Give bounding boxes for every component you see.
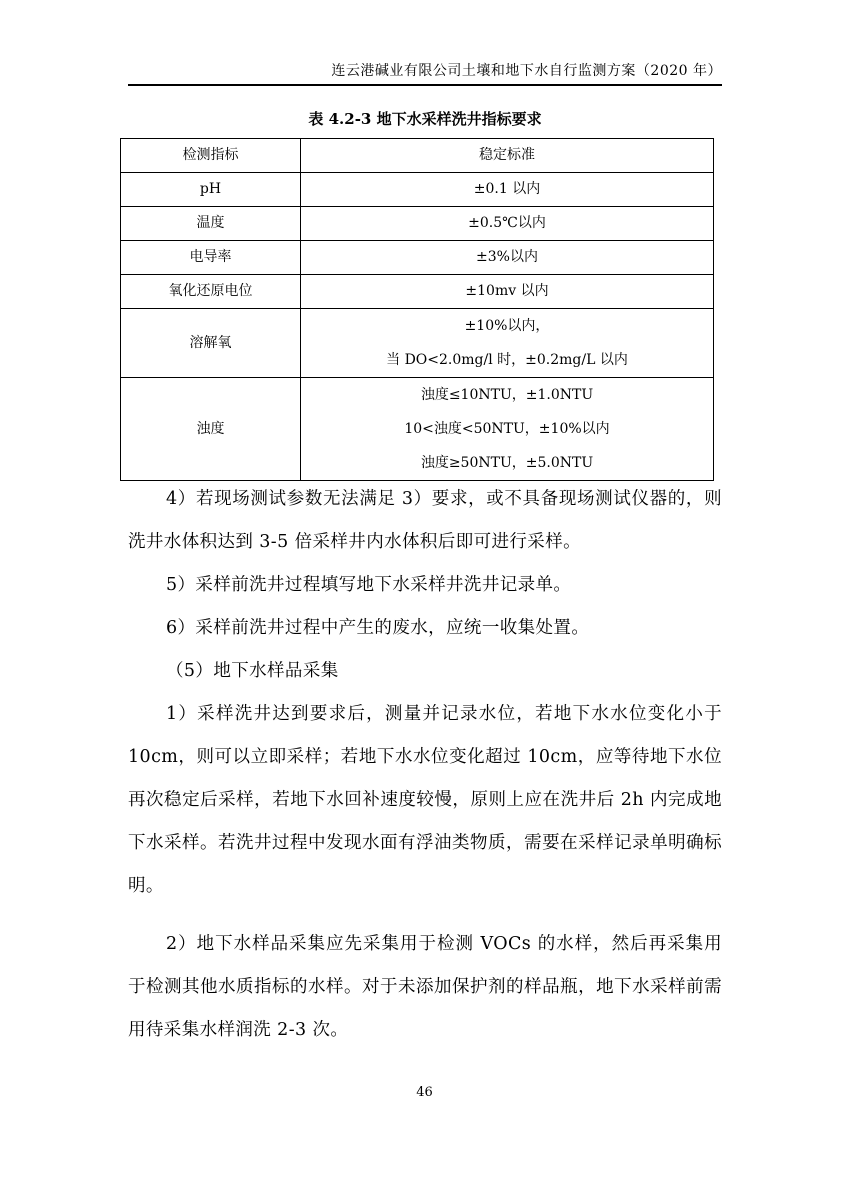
indicator-cell: 温度 <box>121 207 301 241</box>
indicator-cell: 电导率 <box>121 241 301 275</box>
page-number: 46 <box>416 1085 433 1100</box>
table-row <box>121 378 714 481</box>
header-rule <box>128 84 722 86</box>
indicator-cell: pH <box>121 173 301 207</box>
standard-cell: ±10%以内， 当 DO<2.0mg/l 时，±0.2mg/L 以内 <box>301 309 714 378</box>
indicator-cell: 浊度 <box>121 378 301 481</box>
standard-cell: ±0.5℃以内 <box>301 207 714 241</box>
table-header-row <box>121 139 714 173</box>
column-header-standard: 稳定标准 <box>301 139 714 173</box>
table-row <box>121 173 714 207</box>
body-paragraph: 6）采样前洗井过程中产生的废水，应统一收集处置。 <box>166 618 590 638</box>
body-paragraph: 1）采样洗井达到要求后，测量并记录水位，若地下水水位变化小于 10cm，则可以立即采样；若地下水水位变化超过 10cm，应等待地下水位再次稳定后采样，若地下水回补速度较慢，原则上应在洗井后 2h 内完成地下水采样。若洗井过程中发现水面有浮油类物质，需要在采样记录单明确标明。 <box>128 704 722 896</box>
table-row <box>121 241 714 275</box>
table-caption: 表 4.2-3 地下水采样洗井指标要求 <box>308 110 542 128</box>
standard-cell: ±0.1 以内 <box>301 173 714 207</box>
section-heading: （5）地下水样品采集 <box>166 661 339 681</box>
standard-cell: ±3%以内 <box>301 241 714 275</box>
standard-cell: ±10mv 以内 <box>301 275 714 309</box>
table-row <box>121 207 714 241</box>
body-paragraph: 5）采样前洗井过程填写地下水采样井洗井记录单。 <box>166 575 572 595</box>
washing-criteria-table <box>120 138 714 481</box>
column-header-indicator: 检测指标 <box>121 139 301 173</box>
table-row <box>121 275 714 309</box>
indicator-cell: 氧化还原电位 <box>121 275 301 309</box>
body-paragraph: 2）地下水样品采集应先采集用于检测 VOCs 的水样，然后再采集用于检测其他水质指标的水样。对于未添加保护剂的样品瓶，地下水采样前需用待采集水样润洗 2-3 次。 <box>128 934 722 1040</box>
standard-cell: 浊度≤10NTU，±1.0NTU 10<浊度<50NTU，±10%以内 浊度≥50NTU，±5.0NTU <box>301 378 714 481</box>
running-header: 连云港碱业有限公司土壤和地下水自行监测方案（2020 年） <box>331 63 722 79</box>
body-paragraph: 4）若现场测试参数无法满足 3）要求，或不具备现场测试仪器的，则洗井水体积达到 3-5 倍采样井内水体积后即可进行采样。 <box>128 489 722 552</box>
table-row <box>121 309 714 378</box>
indicator-cell: 溶解氧 <box>121 309 301 378</box>
